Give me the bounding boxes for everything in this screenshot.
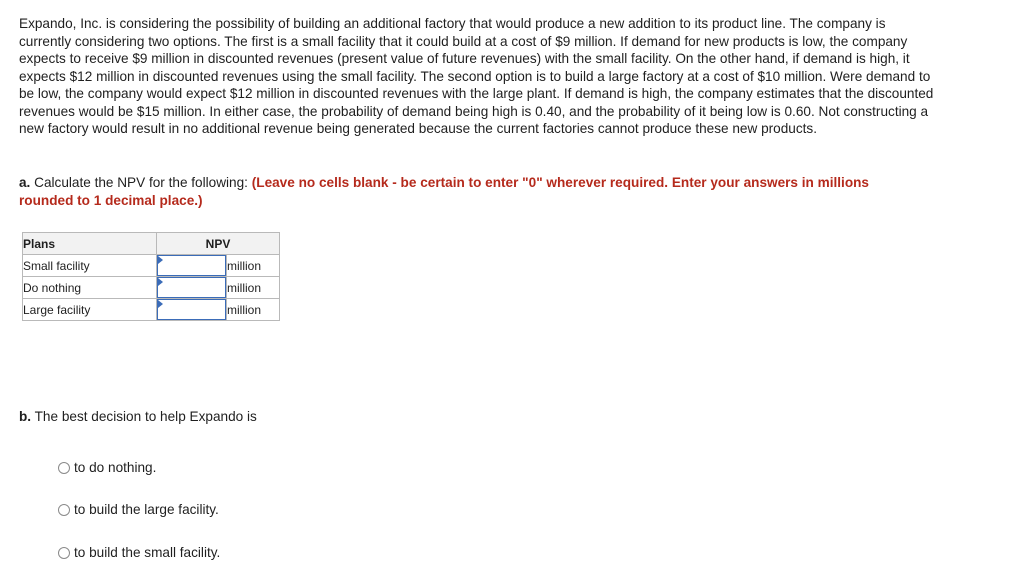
npv-table	[22, 232, 280, 321]
option-do-nothing[interactable]	[58, 460, 156, 475]
unit-label: million	[227, 255, 280, 277]
part-a-text: Calculate the NPV for the following:	[30, 175, 252, 190]
part-b-prompt	[19, 409, 257, 424]
part-a-prompt	[19, 174, 919, 209]
plan-name-large-facility: Large facility	[23, 299, 157, 321]
npv-column-header: NPV	[157, 233, 280, 255]
npv-input-small-facility[interactable]	[157, 255, 226, 276]
input-flag-icon	[158, 256, 163, 264]
option-small-facility[interactable]	[58, 545, 220, 560]
npv-cell-do-nothing	[157, 277, 227, 299]
table-row	[23, 255, 280, 277]
table-header-row	[23, 233, 280, 255]
option-large-facility[interactable]	[58, 502, 219, 517]
input-flag-icon	[158, 300, 163, 308]
npv-cell-large-facility	[157, 299, 227, 321]
problem-statement: Expando, Inc. is considering the possibility of building an additional factory that would produce a new addition to its product line. The company is currently considering two options. The first is a small facility that it could build at a cost of $9 million. If demand for new products is low, the company expects to receive $9 million in discounted revenues (present value of future revenues) with the small facility. On the other hand, if demand is high, it expects $12 million in discounted revenues using the small facility. The second option is to build a large factory at a cost of $10 million. Were demand to be low, the company would expect $12 million in discounted revenues with the large plant. If demand is high, the company estimates that the discounted revenues would be $15 million. In either case, the probability of demand being high is 0.40, and the probability of it being low is 0.60. Not constructing a new factory would result in no additional revenue being generated because the current factories cannot produce these new products.	[19, 16, 934, 136]
part-a-label: a.	[19, 175, 31, 190]
table-row	[23, 277, 280, 299]
plan-name-do-nothing: Do nothing	[23, 277, 157, 299]
part-b-text: The best decision to help Expando is	[31, 409, 257, 424]
part-b-label: b.	[19, 409, 32, 424]
part-a-instruction: (Leave no cells blank - be certain to enter "0" wherever required. Enter your answers in millions rounded to 1 decimal place.)	[19, 175, 869, 208]
option-label: to build the small facility.	[74, 545, 221, 560]
unit-label: million	[227, 299, 280, 321]
npv-input-large-facility[interactable]	[157, 299, 226, 320]
plans-column-header: Plans	[23, 233, 157, 255]
option-label: to do nothing.	[74, 460, 157, 475]
radio-button[interactable]	[58, 547, 70, 559]
input-flag-icon	[158, 278, 163, 286]
table-row	[23, 299, 280, 321]
radio-button[interactable]	[58, 462, 70, 474]
npv-cell-small-facility	[157, 255, 227, 277]
option-label: to build the large facility.	[74, 502, 219, 517]
radio-button[interactable]	[58, 504, 70, 516]
unit-label: million	[227, 277, 280, 299]
plan-name-small-facility: Small facility	[23, 255, 157, 277]
npv-input-do-nothing[interactable]	[157, 277, 226, 298]
